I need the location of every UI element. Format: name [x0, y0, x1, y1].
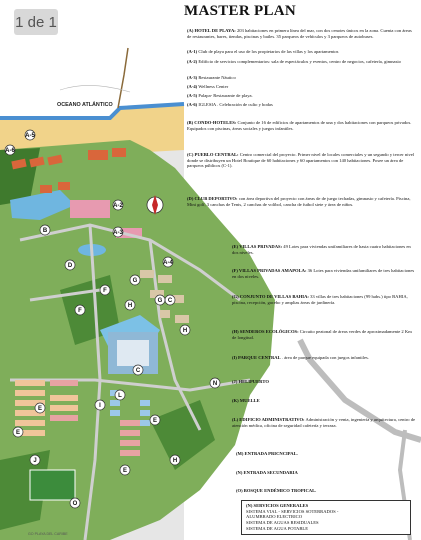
zone-marker-label: B: [42, 228, 48, 235]
zone-marker-label: E: [15, 430, 21, 437]
zone-marker: [75, 305, 85, 315]
services-heading: (N) SERVICIOS GENERALES: [246, 503, 309, 508]
zone-marker: [133, 365, 143, 375]
zone-marker: [113, 200, 123, 210]
page-indicator: [14, 9, 58, 35]
zone-marker: [170, 455, 180, 465]
legend-entry-a5: (A-5) Palapa- Restaurante de playa.: [187, 93, 253, 98]
page-title: MASTER PLAN: [184, 3, 297, 19]
services-line: ALUMBRADO ELECTRICO: [246, 514, 303, 520]
zone-marker: [35, 403, 45, 413]
zone-marker: [13, 427, 23, 437]
ocean-label: OCEANO ATLÁNTICO: [57, 102, 113, 108]
zone-marker: [130, 275, 140, 285]
services-line: SISTEMA VIAL - SERVICIOS SOTERRADOS -: [246, 508, 339, 514]
zone-marker-label: G: [157, 298, 163, 305]
legend-entry-h: (H) SENDEROS ECOLÓGICOS: Circuito peatonal de áreas verdes de aproximadamente 2 Km de longitud.: [232, 329, 412, 340]
zone-marker: [120, 465, 130, 475]
zone-marker: [155, 295, 165, 305]
legend-entry-o: (O) BOSQUE ENDÉMICO TROPICAL.: [236, 488, 317, 493]
zone-marker-label: A-5: [25, 133, 35, 140]
zone-marker-label: C: [167, 298, 173, 305]
zone-marker-label: G: [132, 278, 138, 285]
zone-marker-label: F: [103, 288, 107, 295]
zone-marker: [125, 300, 135, 310]
zone-marker-label: A-4: [163, 260, 173, 267]
zone-marker: [70, 498, 80, 508]
legend-entry-a2: (A-2) Edificio de servicios complementarios: sala de espectáculos y eventos, centro de negocios, cafetería, gimnasio: [187, 59, 401, 64]
legend-entry-m: (M) ENTRADA PRICNCIPAL.: [236, 451, 298, 456]
services-line: SISTEMA DE AGUA POTABLE: [246, 525, 309, 531]
zone-marker-label: E: [122, 468, 128, 475]
map-footer-note: GO PLAYA DEL CARIBE: [28, 532, 68, 536]
zone-marker-label: A-6: [5, 148, 15, 155]
zone-marker-label: J: [33, 458, 37, 465]
legend-entry-a6: (A-6) IGLESIA . Celebración de culto y bodas: [187, 102, 273, 107]
zone-marker-label: D: [67, 263, 73, 270]
legend-entry-a4: (A-4) Wellness Center: [187, 84, 229, 89]
zone-marker: [100, 285, 110, 295]
zone-marker: [165, 295, 175, 305]
legend-entry-k: (K) MUELLE: [232, 398, 260, 403]
zone-marker-label: A-2: [113, 203, 123, 210]
zone-marker-label: L: [118, 393, 122, 400]
page-indicator-text: 1 de 1: [15, 13, 57, 31]
zone-marker-label: E: [37, 406, 43, 413]
zone-marker: [115, 390, 125, 400]
zone-marker: [30, 455, 40, 465]
legend-entry-c: (C) PUEBLO CENTRAL: Centro comercial del proyecto. Primer nivel de locales comerciales y un segundo y tercer nivel donde se distribuyen un Hotel Boutique de 60 habitaciones y 60 apartamentos con 140 habitaciones. Posee un área de parqueos públicos (C-1).: [187, 152, 415, 169]
zone-marker: [5, 145, 15, 155]
legend-entry-i: (I) PARQUE CENTRAL . área de parque equipada con juegos infantiles.: [232, 355, 369, 360]
zone-marker: [65, 260, 75, 270]
zone-marker-label: C: [135, 368, 141, 375]
legend-entry-b: (B) CONDO-HOTELES: Conjunto de 16 de edificios de apartamentos de una y dos habitaciones con parqueos privados. Equipados con piscinas, áreas sociales y juegos infantiles.: [187, 120, 412, 131]
legend-entry-a1: (A-1) Club de playa para el uso de los propietarios de las villas y los apartamentos: [187, 49, 339, 54]
legend-entry-d: (D) CLUB DEPORTIVO: con área deportiva del proyecto con áreas de de juego techadas, gimnasio y cafetería. Piscina, Mini golf, 3 canchas de Tenis, 2 canchas de volibol, cancha de futbol siete y área de niños.: [187, 196, 411, 207]
legend-entry-g: (G) CONJUNTO DE VILLAS BAHIA: 33 villas de tres habitaciones (99 habs.) tipo BAHIA, piscina, recepción, gacebo y amplias áreas de jardinería.: [232, 294, 408, 305]
zone-marker: [95, 400, 105, 410]
zone-marker-label: A-3: [113, 230, 123, 237]
zone-marker-label: E: [152, 418, 158, 425]
legend-entry-a3: (A-3) Restaurante Náutico: [187, 75, 236, 80]
zone-marker-label: I: [99, 403, 101, 410]
zone-marker-label: O: [72, 501, 78, 508]
legend-entry-a: (A) HOTEL DE PLAYA: 203 habitaciones en primera línea del mar, con dos cenotes únicos en la zona. Cuenta con áreas de restaurantes, bares, tiendas, piscinas y bailes. 35 parqueos de vehículos y 3 parqueos de autobuses.: [187, 28, 412, 39]
zone-marker-label: N: [212, 381, 218, 388]
zone-marker: [163, 257, 173, 267]
legend-entry-j: (J) HELIPUERTO: [232, 379, 269, 384]
services-box: [241, 500, 411, 535]
legend-entry-f: (F) VILLAS PRIVADAS AMAPOLA: 36 Lotes para viviendas unifamiliares de tres habitaciones en dos niveles.: [232, 268, 415, 279]
zone-marker: [25, 130, 35, 140]
zone-marker: [40, 225, 50, 235]
services-line: SISTEMA DE AGUAS RESIDUALES: [246, 520, 319, 526]
zone-marker: [113, 227, 123, 237]
legend-entry-n: (N) ENTRADA SECUNDARIA: [236, 470, 298, 475]
legend-entry-e: (E) VILLAS PRIVADAS: 49 Lotes para viviendas unifamiliares de hasta cuatro habitaciones en dos niveles.: [232, 244, 411, 255]
zone-marker-label: H: [127, 303, 133, 310]
legend-panel: [184, 0, 416, 540]
zone-marker: [150, 415, 160, 425]
zone-marker-label: H: [172, 458, 178, 465]
zone-marker-label: H: [182, 328, 188, 335]
legend-entry-l: (L) EDIFICIO ADMINISTRATIVO: Administración y venta, ingeniería y arquitectura, centro de atención médica, oficina de seguridad cafetería y terraza.: [232, 417, 416, 428]
zone-marker-label: F: [78, 308, 82, 315]
